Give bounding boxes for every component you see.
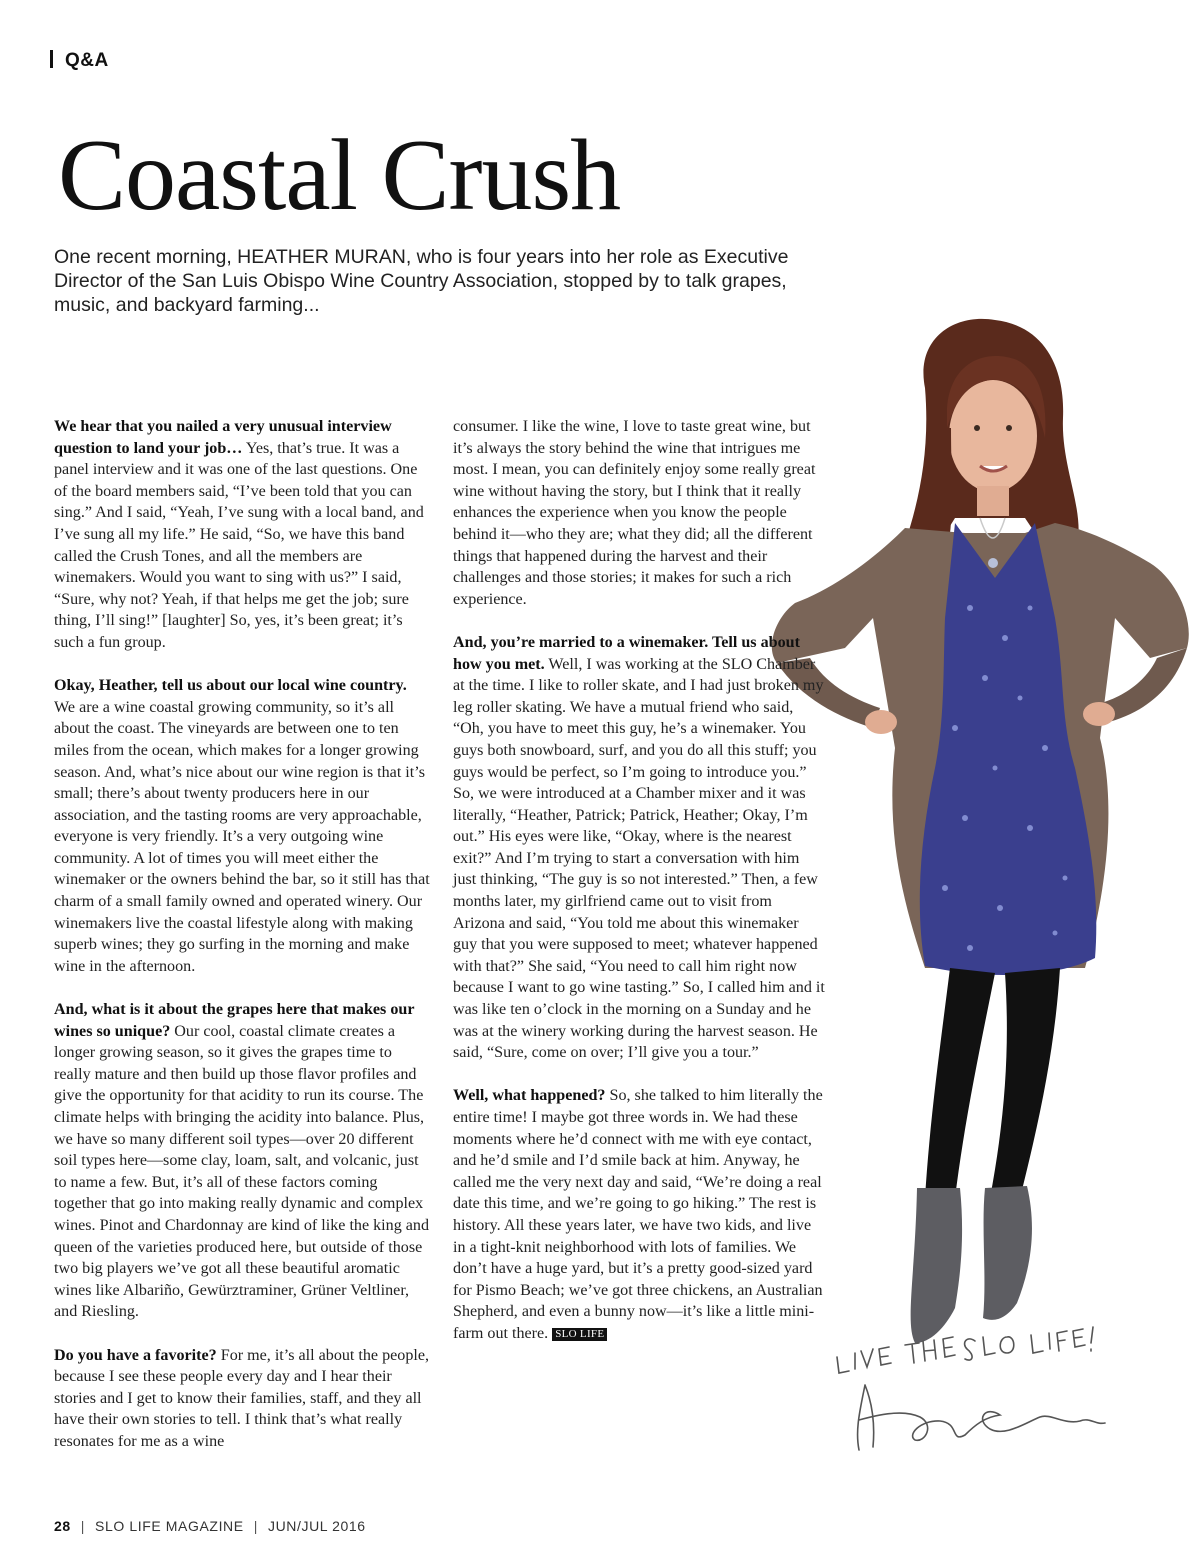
question: And, what is it about the grapes here that makes our wines so unique? bbox=[54, 1001, 415, 1040]
question: We hear that you nailed a very unusual interview question to land your job… bbox=[54, 418, 392, 457]
section-label: Q&A bbox=[65, 50, 109, 71]
intro-deck: One recent morning, HEATHER MURAN, who is four years into her role as Executive Director of the San Luis Obispo Wine Country Association, stopped by to talk grapes, music, and backyard farming... bbox=[54, 246, 789, 316]
answer: For me, it’s all about the people, because I see these people every day and I hear their stories and I get to know their families, staff, and they all have their own stories to tell. I think that’s what really resonates for me as a wine bbox=[54, 1346, 430, 1450]
headline: Coastal Crush bbox=[58, 119, 621, 232]
qa-paragraph bbox=[54, 999, 430, 1323]
article-column-right bbox=[453, 416, 825, 1366]
section-tag-bar bbox=[50, 50, 53, 68]
question: Well, what happened? bbox=[453, 1087, 606, 1105]
question: And, you’re married to a winemaker. Tell us about how you met. bbox=[453, 633, 800, 673]
page-number: 28 bbox=[54, 1518, 71, 1534]
end-mark: SLO LIFE bbox=[552, 1328, 607, 1341]
answer-continued: consumer. I like the wine, I love to taste great wine, but it’s always the story behind the wine that intrigues me most. I mean, you can definitely enjoy some really great wine without having the story, but I think that it really enhances the experience when you know the people behind it—who they are; what they did; all the different things that happened during the harvest and their challenges and those stories; it makes for such a rich experience. bbox=[453, 418, 816, 608]
qa-paragraph bbox=[54, 416, 430, 654]
article-column-left bbox=[54, 416, 430, 1474]
page-footer bbox=[54, 1518, 366, 1534]
answer: We are a wine coastal growing community, so it’s all about the coast. The vineyards are between one to ten miles from the ocean, which makes for a longer growing season. And, what’s nice about our wine region is that it’s small; there’s about twenty producers here in our association, and the tasting rooms are very approachable, everyone is very friendly. It’s a very outgoing wine community. A lot of times you will meet either the winemaker or the owners behind the bar, so it still has that charm of a small family owned and operated winery. Our winemakers live the coastal lifestyle along with making superb wines; they go surfing in the morning and make wine in the afternoon. bbox=[54, 698, 430, 975]
answer: So, she talked to him literally the entire time! I maybe got three words in. We had these moments where he’d connect with me with eye contact, and he’d smile and I’d smile back at him. Anyway, he called me the very next day and said, “We’re doing a real date this time, and we’re going to go hiking.” The rest is history. All these years later, we have two kids, and live in a tight-knit neighborhood with lots of families. We don’t have a huge yard, but it’s a pretty good-sized yard for Pismo Beach; we’ve got three chickens, an Australian Shepherd, and even a bunny now—it’s like a little mini-farm out there. bbox=[453, 1087, 823, 1342]
issue-date: JUN/JUL 2016 bbox=[267, 1518, 366, 1534]
magazine-name: SLO LIFE MAGAZINE bbox=[95, 1518, 244, 1534]
footer-divider: | bbox=[80, 1518, 86, 1534]
answer: Our cool, coastal climate creates a longer growing season, so it gives the grapes time to really mature and then build up those flavor profiles and give the opportunity for that acidity to run its course. The climate helps with bringing the acidity into balance. Plus, we have so many different soil types—over 20 different soil types here—some clay, loam, salt, and volcanic, just to name a few. But, it’s all of these factors coming together that go into making really dynamic and complex wines. Pinot and Chardonnay are kind of like the king and queen of the varieties produced here, but outside of those two big players we’ve got all these beautiful aromatic wines like Albariño, Gewürztraminer, Grüner Veltliner, and Riesling. bbox=[54, 1022, 429, 1321]
qa-paragraph bbox=[54, 1345, 430, 1453]
footer-divider: | bbox=[253, 1518, 258, 1534]
question: Do you have a favorite? bbox=[54, 1346, 217, 1364]
qa-paragraph bbox=[54, 675, 430, 977]
handwritten-signature bbox=[825, 1325, 1115, 1465]
question: Okay, Heather, tell us about our local wine country. bbox=[54, 677, 407, 695]
answer: Yes, that’s true. It was a panel interview and it was one of the last questions. One of the board members said, “I’ve been told that you can sing.” And I said, “Yeah, I’ve sung with a local band, and I’ve sung all my life.” He said, “So, we have this band called the Crush Tones, and all the members are winemakers. Would you want to sing with us?” I said, “Sure, why not? Yeah, if that helps me get the job; sure thing, I’ll sing!” [laughter] So, yes, it’s been great; it’s such a fun group. bbox=[54, 439, 424, 651]
qa-paragraph bbox=[453, 1085, 825, 1344]
qa-paragraph bbox=[453, 416, 825, 610]
answer: Well, I was working at the SLO Chamber at the time. I like to roller skate, and I had just broken my leg roller skating. We have a mutual friend who said, “Oh, you have to meet this guy, he’s a winemaker. You guys both snowboard, surf, and you do all this stuff; you guys would be perfect, so I’m going to introduce you.” So, we were introduced at a Chamber mixer and it was literally, “Heather, Patrick; Patrick, Heather; Okay, I’m out.” His eyes were like, “Okay, where is the nearest exit?” And I’m trying to start a conversation with him just thinking, “The guy is so not interested.” Then, a few months later, my girlfriend came out to visit from Arizona and said, “You told me about this winemaker guy that you were supposed to meet; whatever happened with that?” She said, “You need to call him right now because I want to go wine tasting.” So, I called him and it was like ten o’clock in the morning on a Sunday and he was at the winery working during the harvest season. He said, “Sure, come on over; I’ll give you a tour.” bbox=[453, 655, 825, 1062]
section-tag bbox=[50, 50, 109, 72]
qa-paragraph bbox=[453, 632, 825, 1064]
